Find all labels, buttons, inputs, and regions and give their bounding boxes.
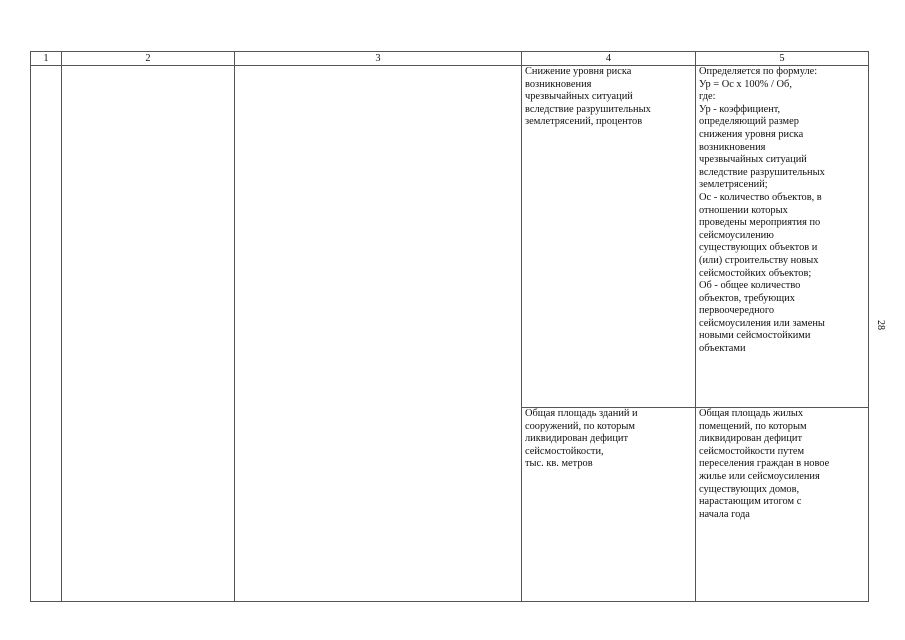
header-col-5: 5 xyxy=(696,52,869,66)
table-row xyxy=(31,66,869,408)
method-building-area: Общая площадь жилых помещений, по которым ликвидирован дефицит сейсмостойкости путем переселения граждан в новое жилье или сейсмоусиления существующих домов, нарастающим итогом с начала года xyxy=(696,408,869,602)
cell-col-1 xyxy=(31,66,62,602)
page-number: 28 xyxy=(875,320,886,330)
indicator-building-area: Общая площадь зданий и сооружений, по которым ликвидирован дефицит сейсмостойкости, тыс. кв. метров xyxy=(522,408,696,602)
header-col-1: 1 xyxy=(31,52,62,66)
header-row xyxy=(31,52,869,66)
cell-col-2 xyxy=(62,66,235,602)
indicator-risk-reduction: Снижение уровня риска возникновения чрезвычайных ситуаций вследствие разрушительных землетрясений, процентов xyxy=(522,66,696,408)
header-col-2: 2 xyxy=(62,52,235,66)
formula-risk-reduction: Определяется по формуле: Ур = Ос х 100% / Об, где: Ур - коэффициент, определяющий размер снижения уровня риска возникновения чрезвычайных ситуаций вследствие разрушительных землетрясений; Ос - количество объектов, в отношении которых проведены мероприятия по сейсмоусилению существующих объектов и (или) строительству новых сейсмостойких объектов; Об - общее количество объектов, требующих первоочередного сейсмоусиления или замены новыми сейсмостойкими объектами xyxy=(696,66,869,408)
cell-col-3 xyxy=(235,66,522,602)
indicators-table xyxy=(30,51,869,602)
header-col-3: 3 xyxy=(235,52,522,66)
header-col-4: 4 xyxy=(522,52,696,66)
